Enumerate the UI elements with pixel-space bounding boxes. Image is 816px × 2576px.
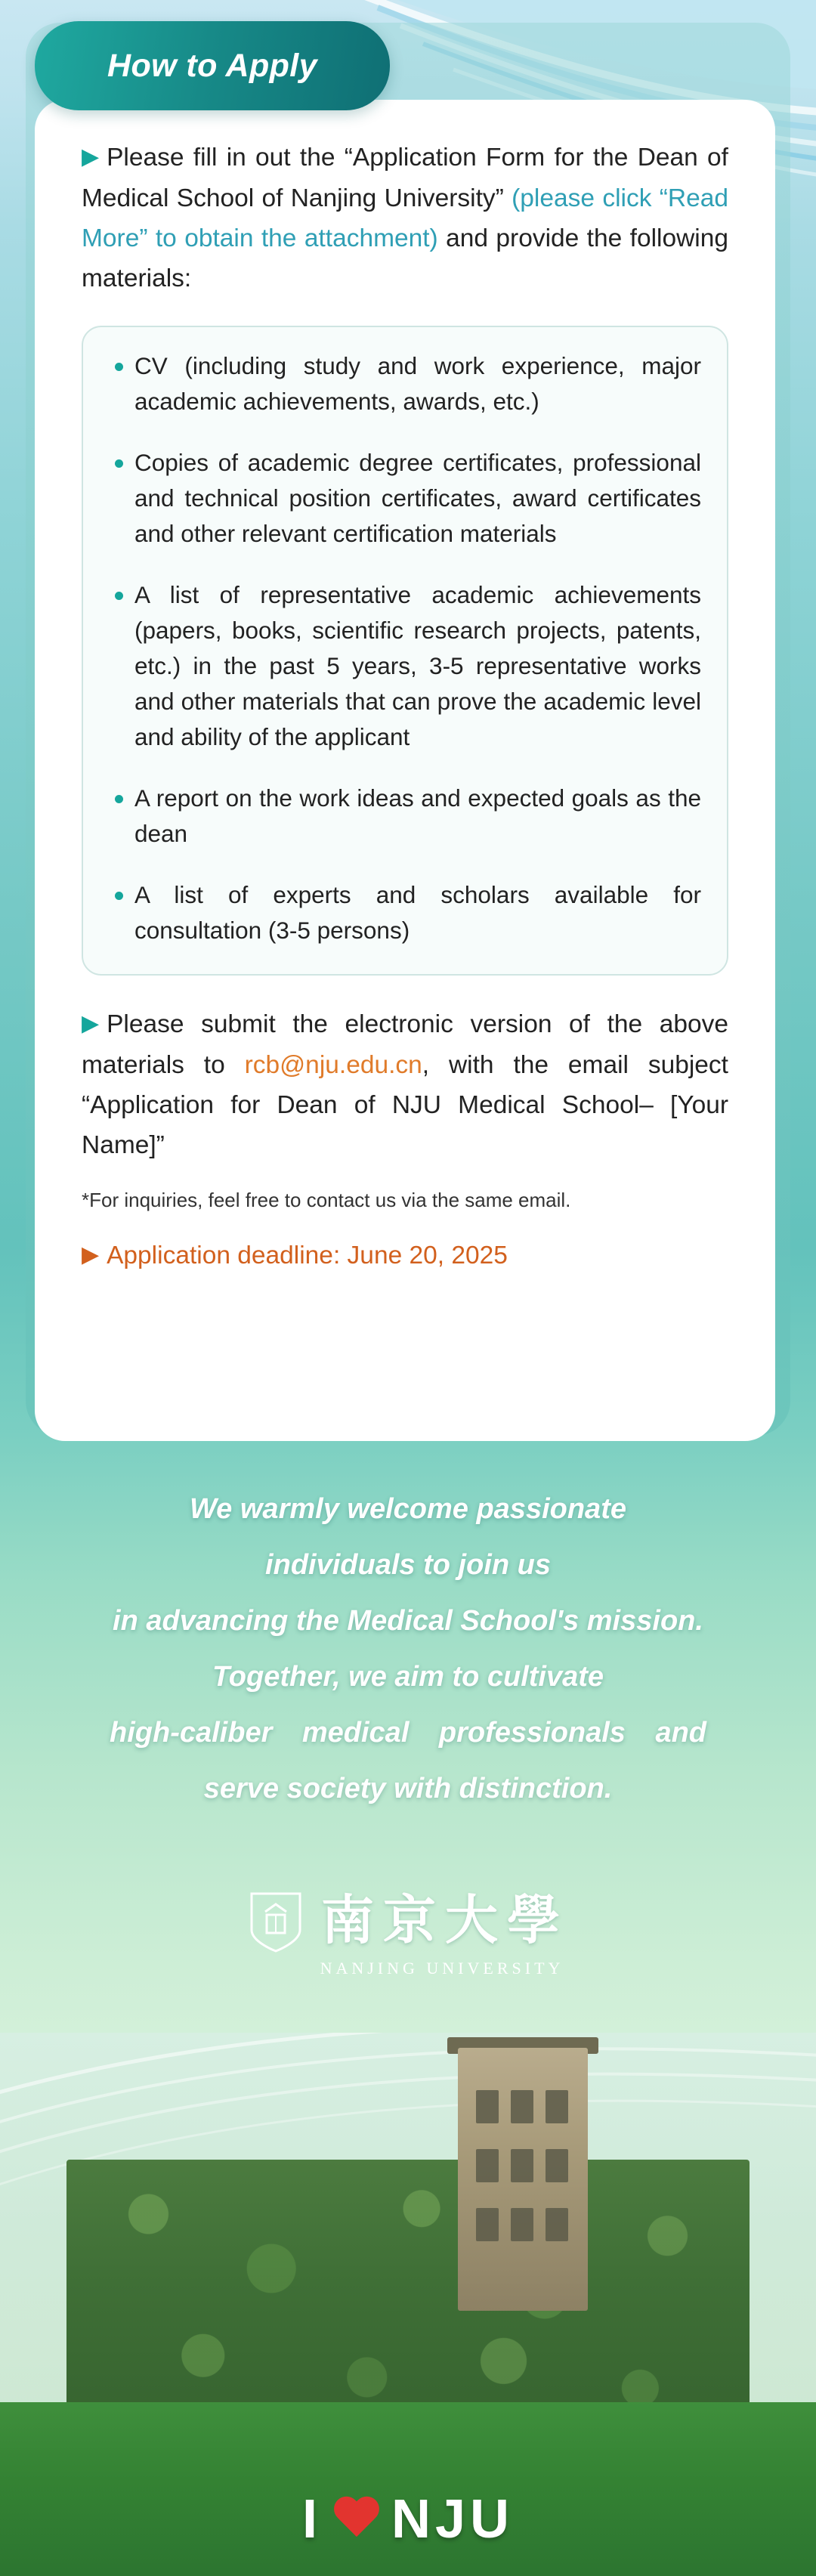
- submission-text-before: Please submit the electronic version of the above materials to: [82, 1010, 728, 1079]
- i-love-nju-sign: [302, 2488, 514, 2550]
- sign-letters-nju: NJU: [391, 2489, 515, 2550]
- application-deadline: [82, 1238, 728, 1275]
- intro-paragraph: [82, 138, 728, 298]
- photo-building: [66, 2160, 750, 2432]
- materials-list: [109, 348, 701, 948]
- materials-box: [82, 326, 728, 976]
- welcome-line-5: high-caliber medical professionals and: [110, 1717, 706, 1749]
- how-to-apply-title: How to Apply: [107, 47, 317, 84]
- card-content: [35, 100, 775, 1441]
- welcome-line-1: We warmly welcome passionate: [190, 1493, 626, 1525]
- welcome-line-3: in advancing the Medical School's mission.: [113, 1605, 703, 1637]
- list-item: Copies of academic degree certificates, professional and technical position certificates, award certificates and other relevant certification materials: [109, 445, 701, 552]
- welcome-line-6: serve society with distinction.: [203, 1773, 613, 1804]
- triangle-marker-icon: ▶: [82, 1242, 100, 1267]
- welcome-line-4: Together, we aim to cultivate: [212, 1661, 604, 1693]
- inquiry-note: *For inquiries, feel free to contact us via the same email.: [82, 1189, 571, 1211]
- welcome-message: [0, 1481, 816, 1817]
- submission-paragraph: [82, 1004, 728, 1165]
- list-item: A list of representative academic achievements (papers, books, scientific research projects, patents, etc.) in the past 5 years, 3-5 representative works and other materials that can prove the academic level and ability of the applicant: [109, 577, 701, 755]
- contact-email[interactable]: rcb@nju.edu.cn: [244, 1051, 422, 1079]
- list-item: A report on the work ideas and expected goals as the dean: [109, 781, 701, 852]
- photo-tower: [458, 2048, 588, 2311]
- university-name-cn: 南京大學: [321, 1892, 569, 1950]
- photo-ivy: [66, 2160, 750, 2432]
- submission-text-after: , with the email subject “Application for Dean of NJU Medical School– [Your Name]”: [82, 1051, 728, 1159]
- welcome-line-2: individuals to join us: [265, 1549, 551, 1581]
- university-name-en: NANJING UNIVERSITY: [320, 1959, 564, 1978]
- how-to-apply-tab: [35, 21, 390, 110]
- deadline-text: Application deadline: June 20, 2025: [107, 1242, 508, 1269]
- sign-letter-i: I: [301, 2489, 322, 2550]
- read-more-note[interactable]: (please click “Read More” to obtain the attachment): [82, 184, 728, 252]
- list-item: CV (including study and work experience, major academic achievements, awards, etc.): [109, 348, 701, 419]
- list-item: A list of experts and scholars available for consultation (3-5 persons): [109, 877, 701, 948]
- university-logo: [0, 1889, 816, 1954]
- heart-icon: [332, 2497, 381, 2541]
- intro-text-2: and provide the following materials:: [82, 224, 728, 292]
- triangle-marker-icon: ▶: [82, 144, 100, 169]
- intro-text-1: Please fill in out the “Application Form for the Dean of Medical School of Nanjing University”: [82, 144, 728, 212]
- nju-crest-icon: [247, 1889, 304, 1954]
- campus-photo: [0, 2033, 816, 2576]
- triangle-marker-icon: ▶: [82, 1011, 100, 1036]
